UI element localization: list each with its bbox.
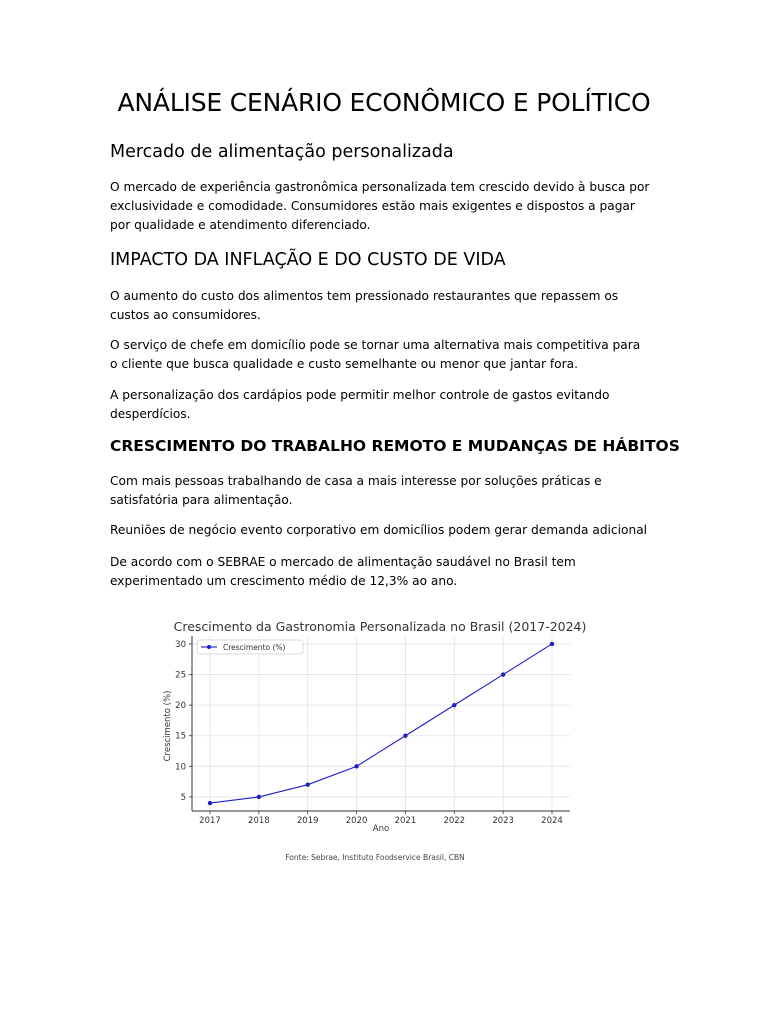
chart-y-tick-label: 25 <box>175 670 186 681</box>
chart-y-tick-label: 20 <box>175 701 186 712</box>
chart-y-tick-label: 10 <box>175 762 186 773</box>
chart-x-tick-label: 2020 <box>345 816 368 826</box>
chart-x-tick-label: 2023 <box>492 816 514 826</box>
chart-data-point <box>452 703 456 707</box>
chart-legend-label: Crescimento (%) <box>223 643 286 652</box>
chart-data-point <box>257 795 261 799</box>
paragraph-inflacao-1: O aumento do custo dos alimentos tem pressionado restaurantes que repassem os custos ao consumidores. <box>110 289 619 322</box>
document-title: ANÁLISE CENÁRIO ECONÔMICO E POLÍTICO <box>117 88 651 117</box>
paragraph-inflacao-2: O serviço de chefe em domicílio pode se tornar uma alternativa mais competitiva para o cliente que busca qualidade e custo semelhante ou menor que jantar fora. <box>110 338 641 371</box>
chart-x-tick-label: 2024 <box>541 816 563 826</box>
chart-svg <box>148 606 648 876</box>
chart-data-point <box>208 801 212 805</box>
chart-x-tick-label: 2022 <box>443 816 466 826</box>
chart-x-tick-label: 2017 <box>199 816 221 826</box>
chart-data-point <box>354 764 358 768</box>
chart-legend-marker <box>207 645 211 649</box>
paragraph-remoto-1: Com mais pessoas trabalhando de casa a mais interesse por soluções práticas e satisfatória para alimentação. <box>110 474 602 507</box>
section-heading-inflacao: IMPACTO DA INFLAÇÃO E DO CUSTO DE VIDA <box>110 250 506 270</box>
chart-series-line <box>210 644 552 803</box>
chart-data-point <box>403 734 407 738</box>
chart-data-point <box>501 672 505 676</box>
paragraph-remoto-2: Reuniões de negócio evento corporativo em domicílios podem gerar demanda adicional <box>110 523 648 537</box>
chart-x-tick-label: 2021 <box>394 816 417 826</box>
paragraph-mercado: O mercado de experiência gastronômica personalizada tem crescido devido à busca por exclusividade e comodidade. Consumidores estão mais exigentes e dispostos a pagar por qualidade e atendimento diferenciado. <box>110 180 650 232</box>
chart-y-axis-label: Crescimento (%) <box>163 690 173 762</box>
chart-y-tick-label: 15 <box>175 731 186 742</box>
chart-x-tick-label: 2019 <box>296 816 319 826</box>
chart-source-note: Fonte: Sebrae, Instituto Foodservice Brasil, CBN <box>285 853 465 862</box>
chart-y-tick-label: 30 <box>175 639 186 650</box>
paragraph-remoto-3: De acordo com o SEBRAE o mercado de alimentação saudável no Brasil tem experimentado um crescimento médio de 12,3% ao ano. <box>110 555 576 588</box>
chart-title: Crescimento da Gastronomia Personalizada no Brasil (2017-2024) <box>173 619 587 634</box>
chart-x-axis-label: Ano <box>372 824 390 834</box>
chart-data-point <box>306 782 310 786</box>
chart-y-tick-label: 5 <box>180 792 186 803</box>
section-heading-mercado: Mercado de alimentação personalizada <box>110 142 454 162</box>
chart-data-point <box>550 642 554 646</box>
section-heading-trabalho-remoto: CRESCIMENTO DO TRABALHO REMOTO E MUDANÇAS DE HÁBITOS <box>110 437 680 455</box>
paragraph-inflacao-3: A personalização dos cardápios pode permitir melhor controle de gastos evitando desperdícios. <box>110 388 610 421</box>
growth-line-chart <box>148 606 648 876</box>
chart-x-tick-label: 2018 <box>248 816 270 826</box>
